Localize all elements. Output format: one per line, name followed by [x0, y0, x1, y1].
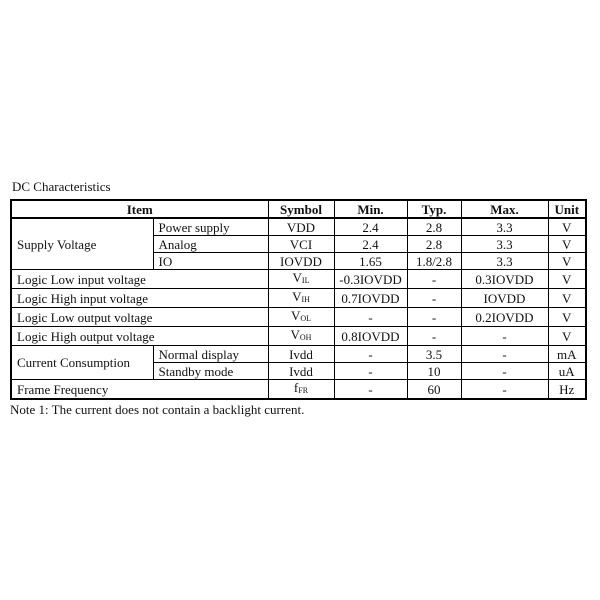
row-max: 0.3IOVDD	[461, 270, 548, 289]
table-row	[11, 346, 586, 363]
row-unit: uA	[548, 363, 586, 380]
header-unit: Unit	[548, 200, 586, 218]
row-item: Logic Low output voltage	[11, 308, 268, 327]
dc-characteristics-table	[10, 199, 587, 400]
row-typ: -	[407, 270, 461, 289]
row-unit: V	[548, 236, 586, 253]
row-min: -	[334, 363, 407, 380]
row-typ: -	[407, 308, 461, 327]
row-symbol: Ivdd	[268, 346, 334, 363]
row-item: Frame Frequency	[11, 380, 268, 400]
row-min: -	[334, 308, 407, 327]
row-symbol: $V_{IH}$	[268, 289, 334, 308]
row-typ: 2.8	[407, 218, 461, 236]
table-row	[11, 327, 586, 346]
row-unit: mA	[548, 346, 586, 363]
row-symbol: IOVDD	[268, 253, 334, 270]
table-row	[11, 289, 586, 308]
row-symbol: $V_{OL}$	[268, 308, 334, 327]
row-item: Logic High input voltage	[11, 289, 268, 308]
row-symbol: $V_{IL}$	[268, 270, 334, 289]
header-typ: Typ.	[407, 200, 461, 218]
row-typ: 1.8/2.8	[407, 253, 461, 270]
row-typ: 10	[407, 363, 461, 380]
row-item: Logic Low input voltage	[11, 270, 268, 289]
row-typ: 3.5	[407, 346, 461, 363]
row-max: 3.3	[461, 218, 548, 236]
row-max: IOVDD	[461, 289, 548, 308]
row-min: -	[334, 380, 407, 400]
table-row	[11, 380, 586, 400]
row-min: 0.8IOVDD	[334, 327, 407, 346]
row-max: -	[461, 327, 548, 346]
row-symbol: $f_{FR}$	[268, 380, 334, 400]
row-max: -	[461, 380, 548, 400]
row-unit: V	[548, 308, 586, 327]
row-max: 3.3	[461, 236, 548, 253]
header-row	[11, 200, 586, 218]
row-sub-item: Standby mode	[153, 363, 268, 380]
row-typ: 60	[407, 380, 461, 400]
table-caption: DC Characteristics	[12, 179, 111, 194]
row-symbol: $V_{OH}$	[268, 327, 334, 346]
row-min: -0.3IOVDD	[334, 270, 407, 289]
supply-voltage-group: Supply Voltage	[11, 218, 153, 270]
row-symbol: VDD	[268, 218, 334, 236]
row-sub-item: Power supply	[153, 218, 268, 236]
row-symbol: VCI	[268, 236, 334, 253]
row-min: 2.4	[334, 218, 407, 236]
row-unit: Hz	[548, 380, 586, 400]
row-min: 2.4	[334, 236, 407, 253]
row-sub-item: Analog	[153, 236, 268, 253]
row-min: -	[334, 346, 407, 363]
row-symbol: Ivdd	[268, 363, 334, 380]
row-min: 1.65	[334, 253, 407, 270]
row-max: -	[461, 363, 548, 380]
row-max: 3.3	[461, 253, 548, 270]
row-min: 0.7IOVDD	[334, 289, 407, 308]
row-typ: -	[407, 289, 461, 308]
row-max: -	[461, 346, 548, 363]
header-max: Max.	[461, 200, 548, 218]
row-unit: V	[548, 270, 586, 289]
row-unit: V	[548, 218, 586, 236]
header-min: Min.	[334, 200, 407, 218]
row-unit: V	[548, 327, 586, 346]
row-max: 0.2IOVDD	[461, 308, 548, 327]
row-item: Logic High output voltage	[11, 327, 268, 346]
table-row	[11, 218, 586, 236]
row-typ: -	[407, 327, 461, 346]
table-row	[11, 270, 586, 289]
header-item: Item	[11, 200, 268, 218]
row-typ: 2.8	[407, 236, 461, 253]
row-sub-item: IO	[153, 253, 268, 270]
table-row	[11, 308, 586, 327]
row-unit: V	[548, 289, 586, 308]
row-sub-item: Normal display	[153, 346, 268, 363]
footnote: Note 1: The current does not contain a backlight current.	[10, 402, 305, 417]
row-unit: V	[548, 253, 586, 270]
header-symbol: Symbol	[268, 200, 334, 218]
current-consumption-group: Current Consumption	[11, 346, 153, 380]
